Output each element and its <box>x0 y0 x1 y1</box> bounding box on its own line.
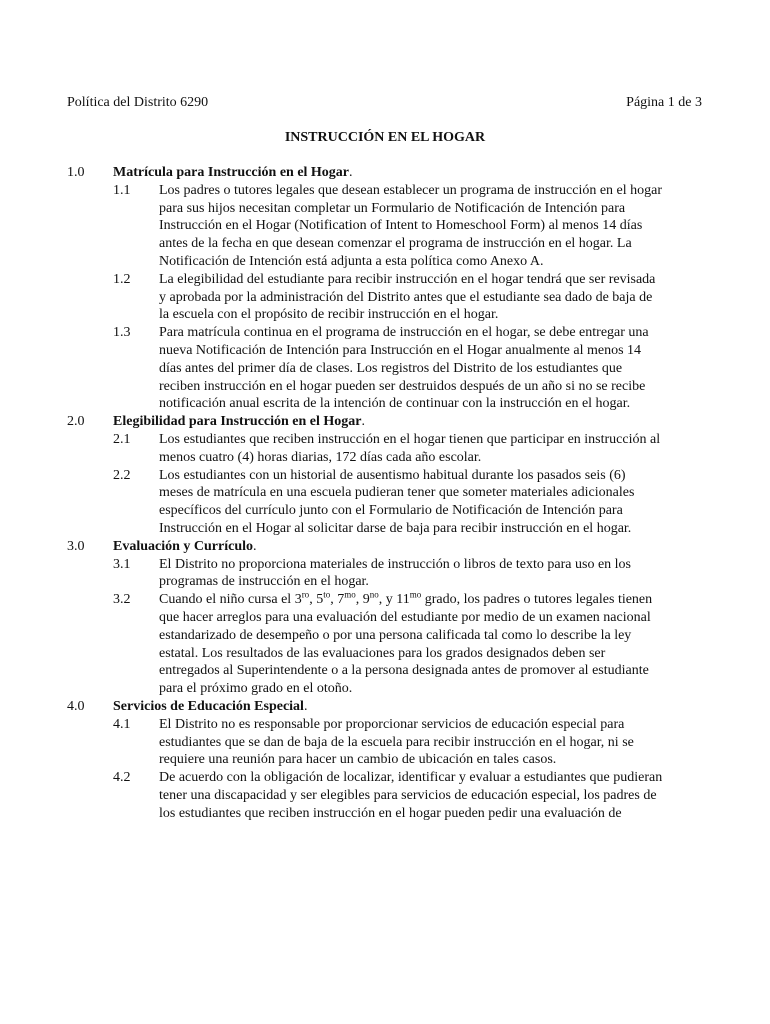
grades-line <box>159 591 707 609</box>
grade-ordinal-suffix: mo <box>344 589 356 600</box>
text-line: meses de matrícula en una escuela pudieran tener que someter materiales adicionales <box>159 485 635 501</box>
item-text <box>159 182 707 271</box>
policy-item <box>67 769 707 822</box>
item-text <box>159 769 707 822</box>
text-line: nueva Notificación de Intención para Instrucción en el Hogar anualmente al menos 14 <box>159 342 642 358</box>
item-text <box>159 324 707 413</box>
grades-line-suffix: grado, los padres o tutores legales tienen <box>421 592 653 608</box>
section-heading <box>67 164 707 182</box>
grade-number: 11 <box>396 592 410 608</box>
text-line: que hacer arreglos para una evaluación del estudiante por medio de un examen nacional <box>159 609 651 625</box>
text-line: Los estudiantes con un historial de ausentismo habitual durante los pasados seis (6) <box>159 467 626 483</box>
section-number: 3.0 <box>67 538 85 554</box>
grade-ordinal-suffix: to <box>323 589 331 600</box>
grade-ordinal-suffix: mo <box>409 589 422 600</box>
text-line: los estudiantes que reciben instrucción en el hogar pueden pedir una evaluación de <box>159 805 622 821</box>
section-heading-text <box>113 164 353 182</box>
text-line: Para matrícula continua en el programa de instrucción en el hogar, se debe entregar una <box>159 325 649 341</box>
item-text <box>159 556 707 592</box>
grade-ordinal-suffix: ro <box>301 589 310 600</box>
document-title: INSTRUCCIÓN EN EL HOGAR <box>284 130 486 145</box>
text-line: para el próximo grado en el otoño. <box>159 681 353 697</box>
text-line: El Distrito no es responsable por proporcionar servicios de educación especial para <box>159 716 625 732</box>
grade-number: 9 <box>362 592 370 608</box>
section-heading-text <box>113 413 365 431</box>
text-line: y aprobada por la administración del Distrito antes que el estudiante sea dado de baja de <box>159 289 653 305</box>
page-header <box>67 94 702 112</box>
text-line: De acuerdo con la obligación de localizar, identificar y evaluar a estudiantes que pudieran <box>159 770 663 786</box>
grades-line-prefix: Cuando el niño cursa el <box>159 592 295 608</box>
section-heading <box>67 538 707 556</box>
grade-separator: , <box>355 592 363 608</box>
section-title-period: . <box>349 165 353 180</box>
policy-body <box>67 164 707 822</box>
grade-number: 7 <box>337 592 345 608</box>
grade-number: 5 <box>316 592 324 608</box>
text-line: Los estudiantes que reciben instrucción en el hogar tienen que participar en instrucción al <box>159 431 661 447</box>
grade-separator: , <box>330 592 338 608</box>
section-title: Elegibilidad para Instrucción en el Hogar <box>113 414 362 430</box>
section-number: 4.0 <box>67 698 85 714</box>
section-heading <box>67 698 707 716</box>
text-line: El Distrito no proporciona materiales de instrucción o libros de texto para uso en los <box>159 556 631 572</box>
item-text <box>159 467 707 538</box>
section-title-period: . <box>361 414 366 430</box>
text-line: reciben instrucción en el hogar pueden ser destruidos después de un año si no se recibe <box>159 378 646 394</box>
text-line: estatal. Los resultados de las evaluaciones para los grados designados deben ser <box>159 645 606 661</box>
policy-item <box>67 716 707 769</box>
text-line: La elegibilidad del estudiante para recibir instrucción en el hogar tendrá que ser revisada <box>159 271 656 287</box>
item-number: 1.3 <box>113 325 131 341</box>
policy-item <box>67 591 707 698</box>
item-text <box>159 716 707 769</box>
item-number: 3.1 <box>113 556 131 572</box>
item-number: 2.2 <box>113 467 131 483</box>
item-number: 4.2 <box>113 770 131 786</box>
item-text <box>159 431 707 467</box>
text-line: programas de instrucción en el hogar. <box>159 574 369 590</box>
item-text <box>159 591 707 698</box>
policy-item <box>67 182 707 271</box>
section-heading-text <box>113 698 307 716</box>
policy-item <box>67 556 707 592</box>
item-number: 1.1 <box>113 182 131 198</box>
item-number: 1.2 <box>113 271 131 287</box>
text-line: para sus hijos necesitan completar un Formulario de Notificación de Intención para <box>159 200 626 216</box>
policy-number: Política del Distrito 6290 <box>67 95 209 110</box>
page-number: Página 1 de 3 <box>626 95 702 110</box>
text-line: Notificación de Intención está adjunta a esta política como Anexo A. <box>159 253 544 269</box>
section-title: Matrícula para Instrucción en el Hogar <box>113 165 350 180</box>
text-line: estudiantes que se dan de baja de la escuela para recibir instrucción en el hogar, ni se <box>159 734 634 750</box>
text-line: Instrucción en el Hogar (Notification of Intent to Homeschool Form) al menos 14 días <box>159 218 643 234</box>
text-line: días antes del primer día de clases. Los registros del Distrito de los estudiantes que <box>159 360 623 376</box>
section-title-period: . <box>303 698 308 714</box>
section-title: Servicios de Educación Especial <box>113 698 304 714</box>
grade-ordinal-suffix: no <box>369 589 379 600</box>
grade-separator: , y <box>378 592 397 608</box>
policy-item <box>67 431 707 467</box>
grade-separator: , <box>309 592 317 608</box>
section-heading-text <box>113 538 257 556</box>
section-number: 2.0 <box>67 414 85 430</box>
section-title-period: . <box>253 538 257 554</box>
item-number: 4.1 <box>113 716 131 732</box>
policy-item <box>67 271 707 324</box>
text-line: menos cuatro (4) horas diarias, 172 días cada año escolar. <box>159 449 482 465</box>
text-line: notificación anual escrita de la intención de continuar con la instrucción en el hogar. <box>159 396 631 412</box>
item-number: 2.1 <box>113 431 131 447</box>
text-line: requiere una reunión para hacer un cambio de ubicación en tales casos. <box>159 752 557 768</box>
section-number: 1.0 <box>67 165 85 180</box>
section-heading <box>67 413 707 431</box>
item-text <box>159 271 707 324</box>
text-line: la escuela con el propósito de recibir instrucción en el hogar. <box>159 307 499 323</box>
item-number: 3.2 <box>113 592 131 608</box>
text-line: tener una discapacidad y ser elegibles para servicios de educación especial, los padres de <box>159 787 657 803</box>
text-line: Los padres o tutores legales que desean establecer un programa de instrucción en el hogar <box>159 182 663 198</box>
text-line: estandarizado de desempeño o por una persona calificada tal como lo describe la ley <box>159 627 632 643</box>
text-line: antes de la fecha en que desean comenzar el programa de instrucción en el hogar. La <box>159 236 632 252</box>
text-line: entregados al Superintendente o a la persona designada antes de promover al estudiante <box>159 663 649 679</box>
section-title: Evaluación y Currículo <box>113 538 254 554</box>
text-line: específicos del currículo junto con el Formulario de Notificación de Intención para <box>159 503 623 519</box>
grade-number: 3 <box>294 592 302 608</box>
policy-item <box>67 467 707 538</box>
text-line: Instrucción en el Hogar al solicitar darse de baja para recibir instrucción en el hogar. <box>159 520 632 536</box>
policy-item <box>67 324 707 413</box>
